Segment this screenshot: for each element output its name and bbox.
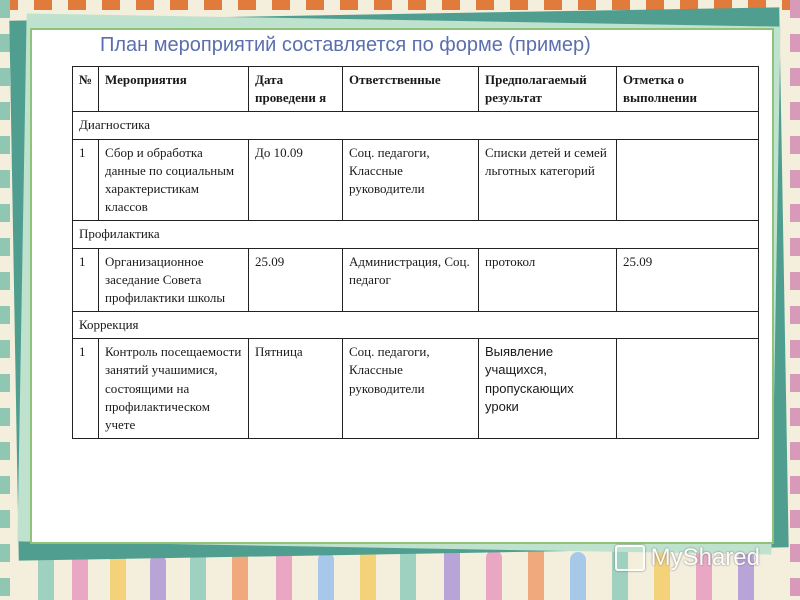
watermark-logo [615, 544, 760, 572]
date-cell: До 10.09 [249, 139, 343, 221]
result-cell: Списки детей и семей льготных категорий [479, 139, 617, 221]
responsible-cell: Администрация, Соц. педагог [343, 248, 479, 312]
responsible-cell: Соц. педагоги, Классные руководители [343, 339, 479, 439]
decorative-right-border [790, 0, 800, 600]
section-row-prevention [73, 221, 759, 248]
row-number: 1 [73, 139, 99, 221]
activity-cell: Организационное заседание Совета профилактики школы [99, 248, 249, 312]
slide-title: План мероприятий составляется по форме (пример) [100, 34, 591, 56]
activity-cell: Контроль посещаемости занятий учашимися, состоящими на профилактическом учете [99, 339, 249, 439]
header-activities: Мероприятия [99, 67, 249, 112]
header-expected-result: Предполагаемый результат [479, 67, 617, 112]
result-cell: Выявление учащихся, пропускающих уроки [479, 339, 617, 439]
header-date: Дата проведени я [249, 67, 343, 112]
result-cell: протокол [479, 248, 617, 312]
watermark-text: MyShared [650, 544, 760, 571]
completion-cell [617, 139, 759, 221]
header-completion-mark: Отметка о выполнении [617, 67, 759, 112]
header-responsible: Ответственные [343, 67, 479, 112]
row-number: 1 [73, 248, 99, 312]
plan-table [72, 66, 759, 439]
date-cell: Пятница [249, 339, 343, 439]
section-title: Коррекция [73, 312, 759, 339]
date-cell: 25.09 [249, 248, 343, 312]
table-row [73, 339, 759, 439]
section-row-diagnostics [73, 112, 759, 139]
completion-cell: 25.09 [617, 248, 759, 312]
header-number: № [73, 67, 99, 112]
section-title: Диагностика [73, 112, 759, 139]
section-row-correction [73, 312, 759, 339]
monitor-icon [615, 545, 645, 571]
completion-cell [617, 339, 759, 439]
row-number: 1 [73, 339, 99, 439]
decorative-left-border [0, 0, 10, 600]
section-title: Профилактика [73, 221, 759, 248]
table-row [73, 139, 759, 221]
activity-cell: Сбор и обработка данные по социальным характеристикам классов [99, 139, 249, 221]
table-header-row [73, 67, 759, 112]
responsible-cell: Соц. педагоги, Классные руководители [343, 139, 479, 221]
table-row [73, 248, 759, 312]
